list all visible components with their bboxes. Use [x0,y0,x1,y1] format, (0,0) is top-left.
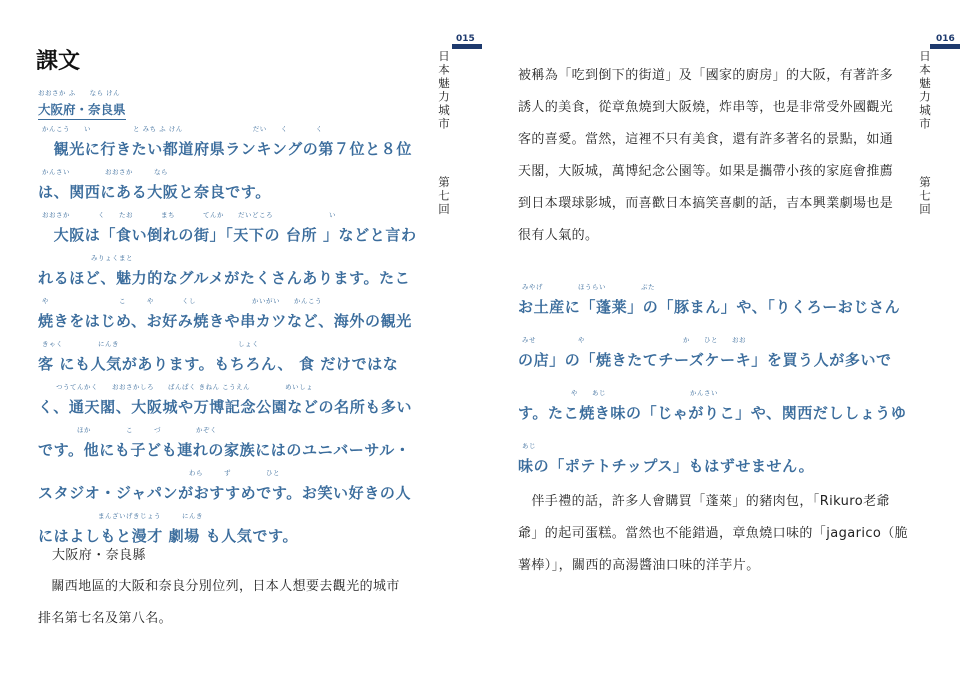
reading-line: 味の「ポテトチップス」もはずせません。 [518,457,815,475]
side-chapter-left: 第七回 [437,176,451,217]
reading-line: 焼きをはじめ、お好み焼きや串カツなど、海外の観光 [38,312,412,330]
reading-line: お土産に「蓬莱」の「豚まん」や、「りくろーおじさん [518,298,901,316]
translation-line: 被稱為「吃到倒下的街道」及「國家的廚房」的大阪，有著許多 [518,68,894,83]
side-title-left: 日本魅力城市 [437,50,451,131]
page-number-bar-right [930,44,960,49]
furigana-line: きゃく にんき しょく [42,340,259,348]
page-number-right: 016 [936,34,955,44]
furigana-line: あじ [522,442,536,450]
lesson-heading: 課文 [36,49,81,74]
furigana-line: ほか こ づ かぞく [42,426,217,434]
region-ruby: おおさか ふ なら けん [38,89,121,97]
reading-line: れるほど、魅力的なグルメがたくさんあります。たこ [38,269,411,287]
reading-line: す。たこ焼き味の「じゃがりこ」や、関西だししょうゆ [518,404,907,422]
translation-line: 薯棒）」，關西的高湯醬油口味的洋芋片。 [518,558,760,573]
translation-line: 到日本環球影城，而喜歡日本搞笑喜劇的話，吉本興業劇場也是 [518,196,894,211]
translation-line: 排名第七名及第八名。 [38,611,173,626]
furigana-line: や あじ かんさい [522,389,718,397]
side-chapter-right: 第七回 [918,176,932,217]
furigana-line: みせ や か ひと おお [522,336,746,344]
translation-title: 大阪府・奈良縣 [52,548,146,563]
reading-line: の店」の「焼きたてチーズケーキ」を買う人が多いで [518,351,892,369]
translation-line: 伴手禮的話，許多人會購買「蓬萊」的豬肉包，「Rikuro老爺 [518,494,890,509]
reading-line: です。他にも子ども連れの家族にはのユニバーサル・ [38,441,411,459]
furigana-line: まんざいげきじょう にんき [42,512,203,520]
page-number-bar-left [452,44,482,49]
translation-line: 客的喜愛。當然，這裡不只有美食，還有許多著名的景點，如通 [518,132,894,147]
reading-line: にはよしもと漫才 劇場 も人気です。 [38,527,299,545]
translation-line: 爺」的起司蛋糕。當然也不能錯過，章魚燒口味的「jagarico（脆 [518,526,909,541]
furigana-line: かんこう い と みち ふ けん だい く く [42,125,323,133]
page-number-left: 015 [456,34,475,44]
translation-line: 誘人的美食，從章魚燒到大阪燒，炸串等，也是非常受外國觀光 [518,100,894,115]
translation-line: 關西地區的大阪和奈良分別位列，日本人想要去觀光的城市 [38,579,400,594]
furigana-line: みやげ ほうらい ぶた [522,283,655,291]
reading-line: 客 にも人気があります。もちろん、 食 だけではな [38,355,399,373]
translation-line: 天閣，大阪城，萬博紀念公園等。如果是攜帶小孩的家庭會推薦 [518,164,894,179]
reading-line: は、関西にある大阪と奈良です。 [38,183,271,201]
translation-line: 很有人氣的。 [518,228,599,243]
region-title: 大阪府・奈良県 [38,100,126,120]
reading-line: く、通天閣、大阪城や万博記念公園などの名所も多い [38,398,413,416]
furigana-line: おおさか く たお まち てんか だいどころ い [42,211,336,219]
furigana-line: かんさい おおさか なら [42,168,168,176]
reading-line: スタジオ・ジャパンがおすすめです。お笑い好きの人 [38,484,412,502]
side-title-right: 日本魅力城市 [918,50,932,131]
furigana-line: みりょくまと [42,254,133,262]
reading-line: 大阪は「食い倒れの街」「天下の 台所 」などと言わ [38,226,417,244]
reading-line: 観光に行きたい都道府県ランキングの第７位と８位 [38,140,412,158]
furigana-line: や こ や くし かいがい かんこう [42,297,322,305]
furigana-line: つうてんかく おおさかしろ ばんぱく きねん こうえん めいしょ [42,383,314,391]
furigana-line: わら ず ひと [42,469,280,477]
